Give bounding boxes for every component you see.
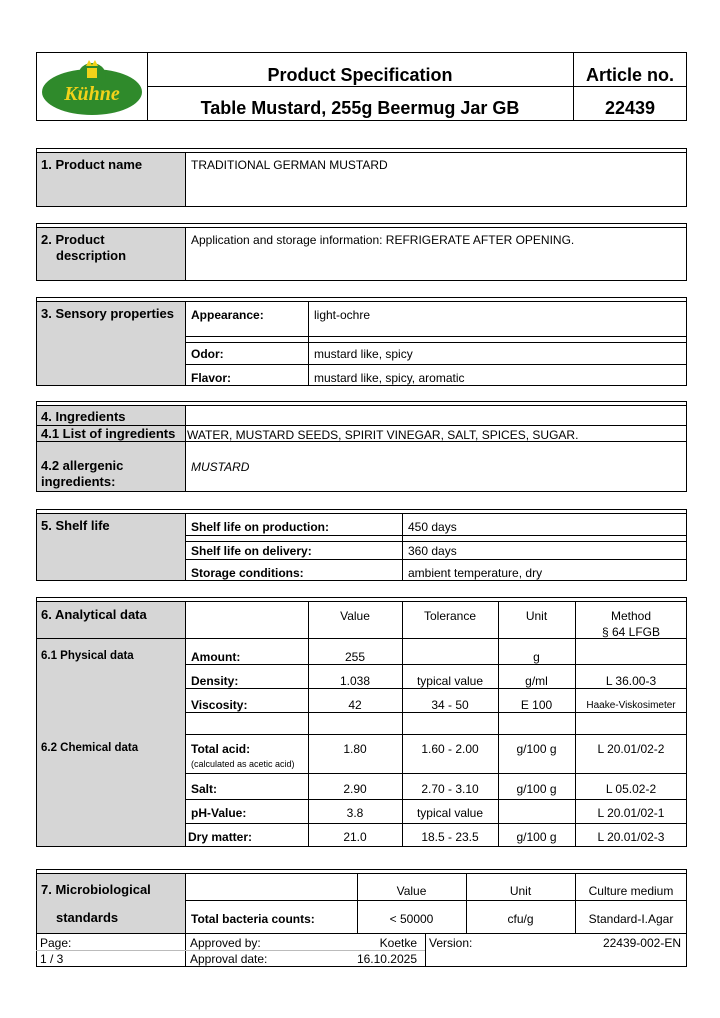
ph-value-tolerance: typical value (416, 806, 484, 820)
product-description-label: 2. Product (41, 232, 105, 247)
flavor-label: Flavor: (191, 371, 232, 385)
product-description-label-2: description (56, 248, 127, 263)
approval-date-label: Approval date: (190, 952, 268, 966)
viscosity-value: 42 (348, 698, 362, 712)
product-name-value: TRADITIONAL GERMAN MUSTARD (191, 158, 388, 172)
viscosity-unit: E 100 (520, 698, 553, 712)
kuehne-logo (40, 56, 144, 118)
amount-unit: g (533, 650, 540, 664)
microbiological-label: 7. Microbiological (41, 882, 151, 897)
viscosity-method: Haake-Viskosimeter (586, 700, 676, 711)
dry-matter-tolerance: 18.5 - 23.5 (421, 830, 479, 844)
total-acid-label: Total acid: (191, 742, 251, 756)
dry-matter-value: 21.0 (343, 830, 367, 844)
ingredients-label: 4. Ingredients (41, 409, 126, 424)
total-bacteria-value: < 50000 (389, 912, 434, 926)
shelf-life-label: 5. Shelf life (41, 518, 110, 533)
col-method: Method (610, 609, 652, 623)
article-number: 22439 (604, 98, 656, 118)
salt-value: 2.90 (343, 782, 367, 796)
dry-matter-method: L 20.01/02-3 (597, 830, 665, 844)
total-bacteria-medium: Standard-I.Agar (588, 912, 674, 926)
density-method: L 36.00-3 (605, 674, 657, 688)
product-description-value: Application and storage information: REFRIGERATE AFTER OPENING. (191, 233, 575, 247)
total-acid-tolerance: 1.60 - 2.00 (421, 742, 479, 756)
ph-value-method: L 20.01/02-1 (597, 806, 665, 820)
version-value: 22439-002-EN (602, 936, 681, 950)
storage-conditions-value: ambient temperature, dry (408, 566, 543, 580)
salt-method: L 05.02-2 (605, 782, 657, 796)
chemical-data-label: 6.2 Chemical data (41, 742, 139, 754)
viscosity-tolerance: 34 - 50 (431, 698, 469, 712)
product-title: Table Mustard, 255g Beermug Jar GB (200, 98, 520, 118)
total-acid-method: L 20.01/02-2 (597, 742, 665, 756)
approved-by-label: Approved by: (190, 936, 261, 950)
page-title: Product Specification (267, 65, 453, 85)
odor-value: mustard like, spicy (314, 347, 413, 361)
sensory-label: 3. Sensory properties (41, 306, 174, 321)
total-bacteria-unit: cfu/g (507, 912, 534, 926)
analytical-label: 6. Analytical data (41, 607, 147, 622)
micro-col-value: Value (396, 884, 427, 898)
odor-label: Odor: (191, 347, 224, 361)
allergen-label: 4.2 allergenic (41, 458, 124, 473)
dry-matter-label: Dry matter: (188, 830, 253, 844)
shelf-production-value: 450 days (408, 520, 457, 534)
micro-col-unit: Unit (509, 884, 532, 898)
micro-col-medium: Culture medium (588, 884, 674, 898)
viscosity-label: Viscosity: (191, 698, 248, 712)
version-label: Version: (429, 936, 473, 950)
microbiological-label-2: standards (56, 910, 119, 925)
density-tolerance: typical value (416, 674, 484, 688)
total-acid-note: (calculated as acetic acid) (191, 759, 295, 769)
physical-data-label: 6.1 Physical data (41, 650, 134, 662)
appearance-label: Appearance: (191, 308, 264, 322)
salt-tolerance: 2.70 - 3.10 (421, 782, 479, 796)
dry-matter-unit: g/100 g (516, 830, 557, 844)
ingredients-list-label: 4.1 List of ingredients (41, 426, 176, 441)
appearance-value: light-ochre (314, 308, 371, 322)
col-method-2: § 64 LFGB (601, 625, 661, 639)
shelf-production-label: Shelf life on production: (191, 520, 329, 534)
article-label: Article no. (585, 65, 674, 85)
total-acid-value: 1.80 (343, 742, 367, 756)
density-label: Density: (191, 674, 239, 688)
salt-label: Salt: (191, 782, 218, 796)
total-bacteria-label: Total bacteria counts: (191, 912, 315, 926)
density-value: 1.038 (339, 674, 371, 688)
total-acid-unit: g/100 g (516, 742, 557, 756)
amount-label: Amount: (191, 650, 241, 664)
allergen-label-2: ingredients: (41, 474, 116, 489)
shelf-delivery-label: Shelf life on delivery: (191, 544, 312, 558)
ingredients-list-value: WATER, MUSTARD SEEDS, SPIRIT VINEGAR, SALT, SPICES, SUGAR. (187, 428, 579, 442)
storage-conditions-label: Storage conditions: (191, 566, 304, 580)
flavor-value: mustard like, spicy, aromatic (314, 371, 465, 385)
page-label: Page: (40, 936, 72, 950)
shelf-delivery-value: 360 days (408, 544, 457, 558)
allergen-value: MUSTARD (191, 460, 250, 474)
logo-text: Kühne (64, 83, 120, 105)
ph-value-label: pH-Value: (191, 806, 247, 820)
ph-value-value: 3.8 (346, 806, 364, 820)
amount-value: 255 (344, 650, 366, 664)
approval-date-value: 16.10.2025 (356, 952, 417, 966)
density-unit: g/ml (525, 674, 548, 688)
salt-unit: g/100 g (516, 782, 557, 796)
col-unit: Unit (525, 609, 548, 623)
approved-by-value: Koetke (379, 936, 417, 950)
product-name-label: 1. Product name (41, 157, 143, 172)
page-number: 1 / 3 (40, 952, 64, 966)
col-value: Value (340, 609, 370, 623)
col-tolerance: Tolerance (423, 609, 477, 623)
